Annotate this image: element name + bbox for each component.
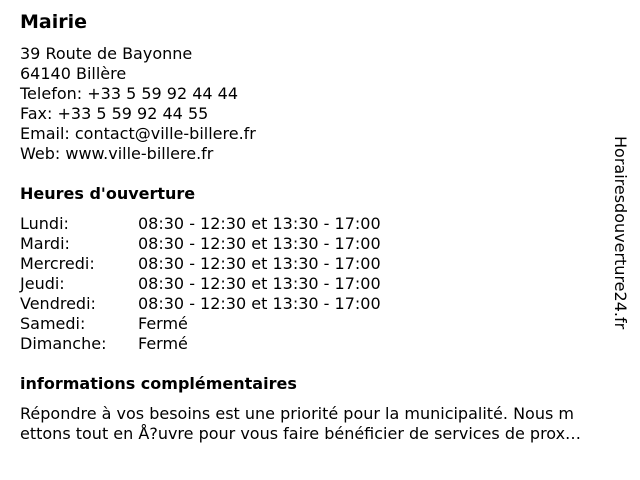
watermark: Horairesdouverture24.fr xyxy=(611,136,630,330)
phone-number: Telefon: +33 5 59 92 44 44 xyxy=(20,84,239,103)
info-paragraph xyxy=(20,404,630,444)
day-label: Mercredi: xyxy=(20,254,95,273)
time-value: Fermé xyxy=(138,334,188,353)
contact-block xyxy=(20,44,256,164)
day-label: Jeudi: xyxy=(20,274,65,293)
time-value: 08:30 - 12:30 et 13:30 - 17:00 xyxy=(138,274,381,293)
email-address: Email: contact@ville-billere.fr xyxy=(20,124,256,143)
time-value: Fermé xyxy=(138,314,188,333)
info-line: Répondre à vos besoins est une priorité pour la municipalité. Nous m xyxy=(20,404,574,423)
time-value: 08:30 - 12:30 et 13:30 - 17:00 xyxy=(138,294,381,313)
page-title: Mairie xyxy=(20,11,88,33)
day-label: Vendredi: xyxy=(20,294,96,313)
day-label: Samedi: xyxy=(20,314,86,333)
hours-heading: Heures d'ouverture xyxy=(20,184,196,203)
time-value: 08:30 - 12:30 et 13:30 - 17:00 xyxy=(138,254,381,273)
time-value: 08:30 - 12:30 et 13:30 - 17:00 xyxy=(138,214,381,233)
time-value: 08:30 - 12:30 et 13:30 - 17:00 xyxy=(138,234,381,253)
info-heading: informations complémentaires xyxy=(20,374,297,393)
day-label: Dimanche: xyxy=(20,334,107,353)
website: Web: www.ville-billere.fr xyxy=(20,144,214,163)
day-label: Lundi: xyxy=(20,214,69,233)
fax-number: Fax: +33 5 59 92 44 55 xyxy=(20,104,209,123)
postal-city: 64140 Billère xyxy=(20,64,127,83)
street-address: 39 Route de Bayonne xyxy=(20,44,193,63)
info-line: ettons tout en Å?uvre pour vous faire bénéficier de services de prox… xyxy=(20,424,582,443)
day-label: Mardi: xyxy=(20,234,70,253)
